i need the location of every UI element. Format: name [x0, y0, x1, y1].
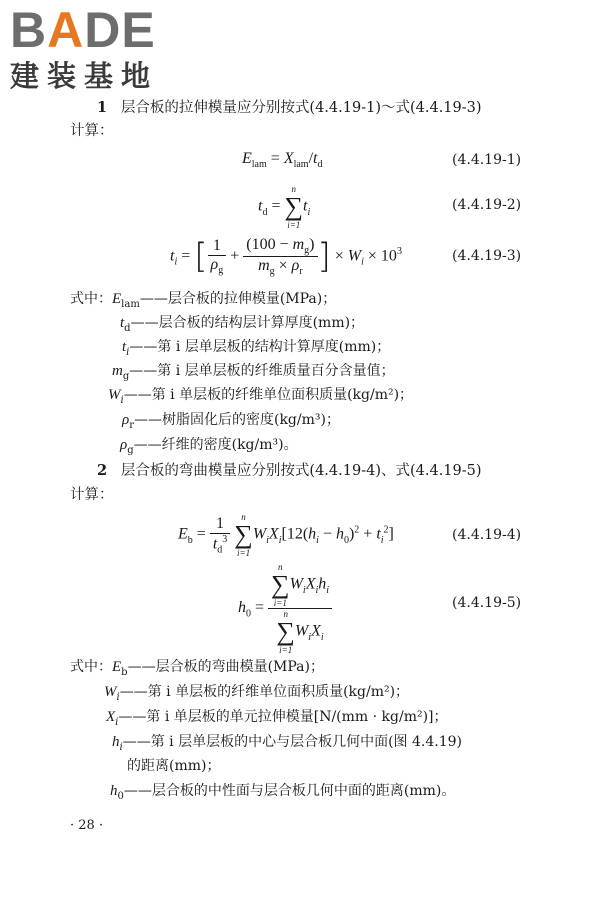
equation-2: $t_d$ = n ∑ i=1 $t_i$	[258, 184, 311, 230]
logo-wordmark: BADE	[10, 2, 156, 58]
def1-row-2: $t_i——$第 i 层单层板的结构计算厚度(mm)；	[122, 339, 391, 358]
eq-number-2: (4.4.19-2)	[452, 197, 522, 213]
def2-row-4: $h_0——$层合板的中性面与层合板几何中面的距离(mm)。	[110, 783, 456, 802]
def1-row-5: $\rho_r——$树脂固化后的密度(kg/m³)；	[122, 412, 340, 431]
def2-row-2: $X_i——$第 i 单层板的单元拉伸模量[N/(mm · kg/m²)]；	[106, 709, 448, 728]
def1-row-6: $\rho_g——$纤维的密度(kg/m³)。	[120, 437, 298, 456]
page-number: · 28 ·	[70, 818, 104, 833]
def1-row-3: $m_g——$第 i 层单层板的纤维质量百分含量值；	[112, 363, 395, 382]
equation-1: $E_{lam} = X_{lam}/t_d$	[242, 150, 323, 171]
section1-cont: 计算：	[70, 123, 114, 139]
def2-row-1: $W_i——$第 i 单层板的纤维单位面积质量(kg/m²)；	[104, 684, 410, 703]
def2-row-3: $h_i——$第 i 层单层板的中心与层合板几何中面(图 4.4.19)	[112, 734, 462, 753]
def2-row-0: 式中：$E_b——$层合板的弯曲模量(MPa)；	[70, 659, 324, 678]
logo-chinese: 建装基地	[10, 59, 159, 93]
equation-3: $t_i$ = [ $\frac{1}{\rho_g}$ + $\frac{(100 - m_g)}{m_g \times \rho_r}$ ] × $W_i \times 10^3$	[170, 236, 402, 278]
equation-5: $h_0$ = n ∑ i=1 $W_iX_ih_i$ n ∑ i=1 $W_iX_i$	[238, 562, 332, 655]
section1-heading: 1 层合板的拉伸模量应分别按式(4.4.19-1)～式(4.4.19-3)	[97, 99, 482, 116]
equation-4: $E_b$ = $\frac{1}{t_d^3}$ n ∑ i=1 $W_iX_i[12(h_i - h_0)^2 + t_i^2]$	[178, 512, 394, 558]
section2-heading: 2 层合板的弯曲模量应分别按式(4.4.19-4)、式(4.4.19-5)	[97, 462, 482, 479]
section2-cont: 计算：	[70, 487, 114, 503]
def1-row-0: 式中：$E_{lam}——$层合板的拉伸模量(MPa)；	[70, 291, 337, 310]
eq-number-4: (4.4.19-4)	[452, 527, 522, 543]
def2-row-3-wrap: 的距离(mm)；	[127, 758, 221, 774]
eq-number-3: (4.4.19-3)	[452, 248, 522, 264]
def1-row-4: $W_i——$第 i 单层板的纤维单位面积质量(kg/m²)；	[108, 387, 414, 406]
eq-number-1: (4.4.19-1)	[452, 152, 522, 168]
eq-number-5: (4.4.19-5)	[452, 595, 522, 611]
def1-row-1: $t_d——$层合板的结构层计算厚度(mm)；	[120, 315, 365, 334]
